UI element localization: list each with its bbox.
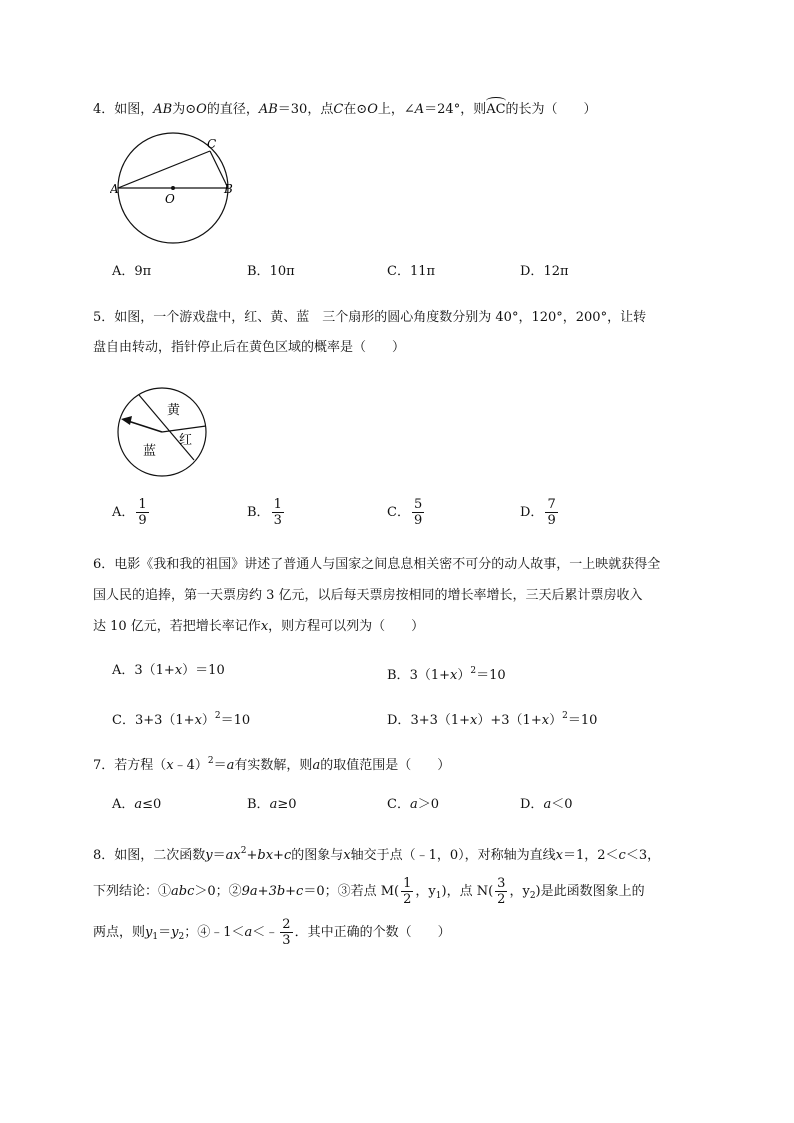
q6-stem-line2: 国人民的追捧，第一天票房约 3 亿元，以后每天票房按相同的增长率增长，三天后累计票房收入 <box>93 588 643 603</box>
q5-option-d: D． $\frac{7}{9}$ <box>520 497 556 528</box>
label-red: 红 <box>179 433 193 448</box>
q6-stem-line3: 达 10 亿元，若把增长率记作x，则方程可以列为（ ） <box>93 619 425 634</box>
q7-option-a: A．a≤0 <box>112 797 162 812</box>
label-c: C <box>207 137 217 151</box>
q7-option-c: C．a＞0 <box>387 797 439 812</box>
q8-stem-line2: 下列结论：①abc＞0；②9a+3b+c＝0；③若点 M( $\frac{1}{2}$ ，$y_1$)，点 N( $\frac{3}{2}$ ，$y_2$)是此函数图象上的 <box>93 876 645 907</box>
q7-option-d: D．a＜0 <box>520 797 573 812</box>
q6-stem-line1: 6．电影《我和我的祖国》讲述了普通人与国家之间息息相关密不可分的动人故事，一上映就获得全 <box>93 557 661 572</box>
label-yellow: 黄 <box>167 403 181 418</box>
q4-option-c: C．11π <box>387 264 436 279</box>
q6-option-a: A．3（1+x）＝10 <box>112 663 225 678</box>
q8-stem-line1: 8．如图，二次函数$y=ax^2+bx+c$的图象与x轴交于点（﹣1，0），对称轴为直线x＝1，2＜c＜3， <box>93 846 661 863</box>
label-o: O <box>165 192 175 206</box>
q4-option-d: D．12π <box>520 264 569 279</box>
q5-option-a: A． $\frac{1}{9}$ <box>112 497 147 528</box>
q6-option-c: C．$3+3(1+x)^2=10$ <box>112 711 251 728</box>
q4-option-a: A．9π <box>112 264 152 279</box>
q5-stem-line1: 5．如图，一个游戏盘中，红、黄、蓝 三个扇形的圆心角度数分别为 40°，120°，200°，让转 <box>93 310 647 325</box>
arc-ac: AC <box>486 100 505 120</box>
label-blue: 蓝 <box>143 444 157 459</box>
label-a: A <box>110 182 119 196</box>
q5-option-c: C． $\frac{5}{9}$ <box>387 497 423 528</box>
q7-stem: 7．若方程（x﹣4）$^2$＝a有实数解，则a的取值范围是（ ） <box>93 756 451 773</box>
q6-option-d: D．$3+3(1+x)+3(1+x)^2=10$ <box>387 711 598 728</box>
q5-stem-line2: 盘自由转动，指针停止后在黄色区域的概率是（ ） <box>93 340 406 355</box>
q5-spinner-figure <box>112 382 212 482</box>
label-b: B <box>224 182 233 196</box>
q8-stem-line3: 两点，则$y_1=y_2$；④﹣1＜a＜﹣ $\frac{2}{3}$ ．其中正确的个数（ ） <box>93 917 451 948</box>
q4-stem: 4．如图，AB为⊙O的直径，AB＝30，点C在⊙O上，∠A＝24°，则AC的长为（ ） <box>93 100 597 120</box>
q4-option-b: B．10π <box>247 264 295 279</box>
q7-option-b: B．a≥0 <box>247 797 297 812</box>
q6-option-b: B．$3(1+x)^2=10$ <box>387 666 506 683</box>
q4-circle-figure <box>110 130 240 250</box>
q5-option-b: B． $\frac{1}{3}$ <box>247 497 282 528</box>
